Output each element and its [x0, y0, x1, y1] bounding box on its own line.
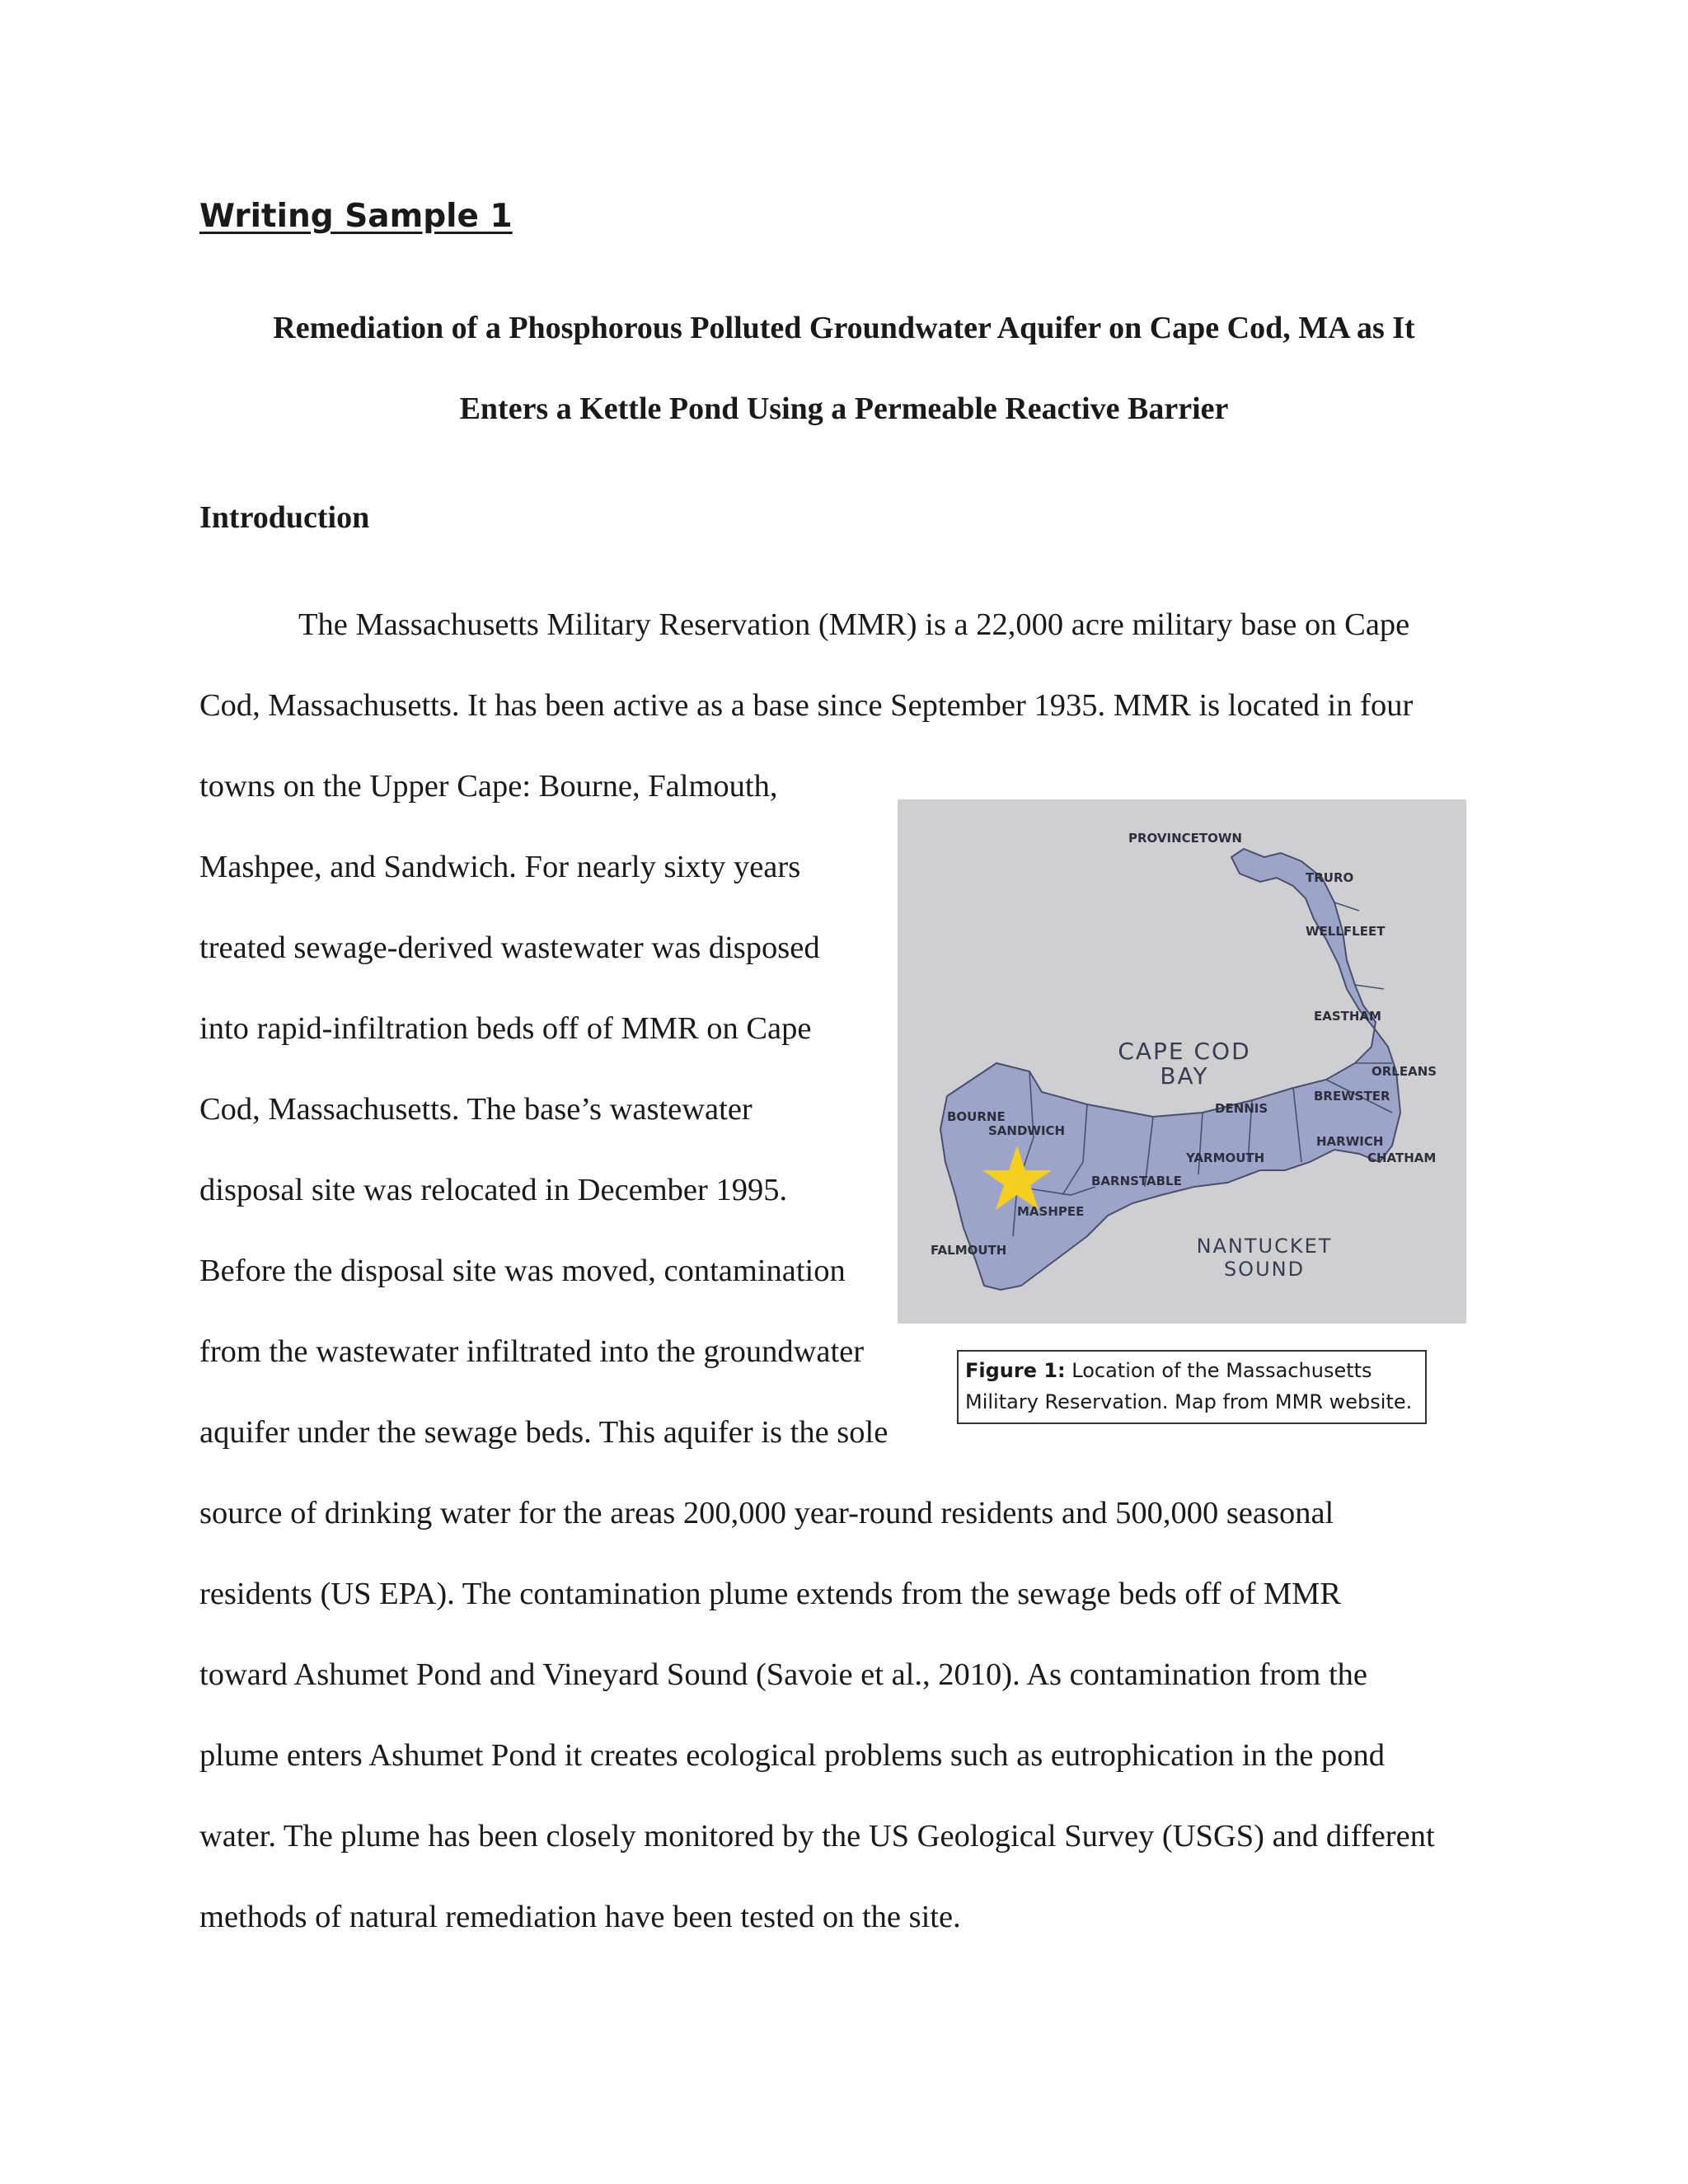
section-heading-introduction: Introduction — [199, 500, 370, 535]
map-label: FALMOUTH — [931, 1243, 1007, 1258]
body-line: toward Ashumet Pond and Vineyard Sound (Savoie et al., 2010). As contamination from the — [199, 1657, 1367, 1692]
body-line: towns on the Upper Cape: Bourne, Falmouth, — [199, 769, 778, 804]
body-line: into rapid-infiltration beds off of MMR on Cape — [199, 1011, 812, 1046]
body-line: aquifer under the sewage beds. This aquifer is the sole — [199, 1415, 889, 1450]
map-label: ORLEANS — [1372, 1064, 1437, 1079]
paper-title-line-1: Remediation of a Phosphorous Polluted Groundwater Aquifer on Cape Cod, MA as It — [273, 311, 1415, 345]
cape-cod-map-figure — [898, 799, 1466, 1324]
body-line: plume enters Ashumet Pond it creates ecological problems such as eutrophication in the pond — [199, 1738, 1386, 1773]
body-line: disposal site was relocated in December 1995. — [199, 1173, 788, 1207]
body-line: Before the disposal site was moved, contamination — [199, 1254, 846, 1288]
body-line: methods of natural remediation have been tested on the site. — [199, 1900, 961, 1934]
body-line: treated sewage-derived wastewater was disposed — [199, 930, 820, 965]
figure-caption — [957, 1350, 1427, 1424]
body-line: residents (US EPA). The contamination plume extends from the sewage beds off of MMR — [199, 1577, 1342, 1611]
map-label: BAY — [1160, 1062, 1209, 1090]
map-label: DENNIS — [1215, 1101, 1268, 1116]
map-label: PROVINCETOWN — [1128, 831, 1242, 846]
map-label: CHATHAM — [1367, 1151, 1437, 1165]
map-label: CAPE COD — [1118, 1038, 1251, 1065]
body-line: Mashpee, and Sandwich. For nearly sixty years — [199, 850, 801, 884]
map-label: SOUND — [1223, 1258, 1306, 1281]
body-line: source of drinking water for the areas 200,000 year-round residents and 500,000 seasonal — [199, 1496, 1334, 1530]
map-label: EASTHAM — [1314, 1009, 1381, 1024]
map-label: NANTUCKET — [1196, 1235, 1333, 1258]
figure-caption-label: Figure 1: — [965, 1359, 1066, 1382]
writing-sample-heading: Writing Sample 1 — [199, 198, 513, 235]
cape-cod-map — [898, 799, 1466, 1324]
map-label: HARWICH — [1316, 1134, 1384, 1149]
body-line: Cod, Massachusetts. The base’s wastewater — [199, 1092, 753, 1127]
body-line: Cod, Massachusetts. It has been active as a base since September 1935. MMR is located in four — [199, 688, 1414, 723]
map-label: YARMOUTH — [1186, 1151, 1265, 1165]
paper-title-line-2: Enters a Kettle Pond Using a Permeable Reactive Barrier — [459, 391, 1229, 426]
map-label: WELLFLEET — [1306, 924, 1386, 939]
map-label: BARNSTABLE — [1091, 1174, 1182, 1188]
map-label: BREWSTER — [1314, 1089, 1390, 1104]
map-label: MASHPEE — [1017, 1204, 1085, 1219]
map-label: BOURNE — [947, 1109, 1006, 1124]
body-line: from the wastewater infiltrated into the groundwater — [199, 1334, 865, 1369]
figure-caption-text: Location of the Massachusetts Military Reservation. Map from MMR website. — [965, 1359, 1413, 1413]
map-label: TRURO — [1306, 870, 1354, 885]
body-line: water. The plume has been closely monitored by the US Geological Survey (USGS) and different — [199, 1819, 1435, 1854]
body-line: The Massachusetts Military Reservation (MMR) is a 22,000 acre military base on Cape — [298, 607, 1410, 642]
map-label: SANDWICH — [988, 1123, 1066, 1138]
